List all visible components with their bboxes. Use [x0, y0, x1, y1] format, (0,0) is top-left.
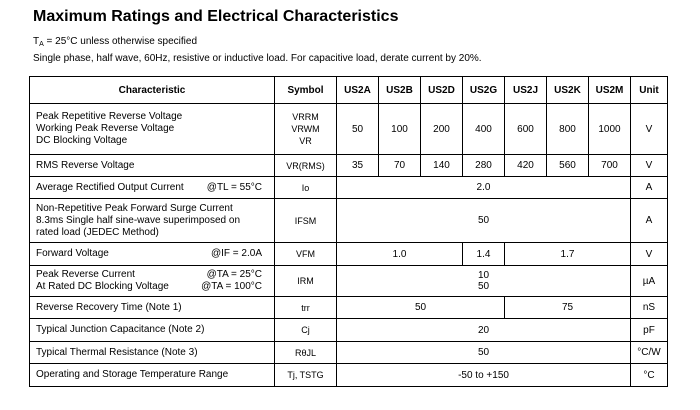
table-row	[30, 297, 668, 319]
unit-cell: V	[631, 104, 668, 155]
symbol-cell: IFSM	[275, 199, 337, 243]
characteristic-cell	[30, 177, 275, 199]
value-cell: 50	[337, 104, 379, 155]
value-cell: 50	[337, 199, 631, 243]
header-part: US2A	[337, 77, 379, 104]
characteristic-cell: Reverse Recovery Time (Note 1)	[30, 297, 275, 319]
unit-cell: µA	[631, 266, 668, 297]
unit-cell: °C	[631, 364, 668, 387]
ta-text: = 25°C unless otherwise specified	[43, 36, 198, 47]
test-condition: @TA = 100°C	[201, 281, 262, 292]
page-title: Maximum Ratings and Electrical Characteristics	[33, 8, 399, 25]
value-cell: 50	[337, 297, 505, 319]
test-condition: @TA = 25°C	[206, 269, 262, 280]
header-symbol: Symbol	[275, 77, 337, 104]
header-row	[30, 77, 668, 104]
unit-cell: nS	[631, 297, 668, 319]
table-row	[30, 177, 668, 199]
value-line: 50	[477, 281, 490, 292]
symbol-line: VRRM	[292, 112, 319, 122]
value-cell: 1.4	[463, 243, 505, 266]
table-row	[30, 155, 668, 177]
value-cell: 700	[589, 155, 631, 177]
ta-symbol: T	[33, 36, 40, 47]
characteristic-cell	[30, 104, 275, 155]
value-cell: 1.7	[505, 243, 631, 266]
characteristic-line: Peak Reverse Current	[36, 269, 135, 280]
characteristic-cell	[30, 199, 275, 243]
value-cell: 200	[421, 104, 463, 155]
value-cell: 70	[379, 155, 421, 177]
symbol-line: VRWM	[291, 124, 320, 134]
table-row	[30, 319, 668, 342]
value-cell: 140	[421, 155, 463, 177]
header-part: US2B	[379, 77, 421, 104]
symbol-cell: VR(RMS)	[275, 155, 337, 177]
unit-cell: A	[631, 199, 668, 243]
load-condition: Single phase, half wave, 60Hz, resistive or inductive load. For capacitive load, derate current by 20%.	[33, 53, 482, 64]
value-cell: 560	[547, 155, 589, 177]
characteristic-cell	[30, 266, 275, 297]
value-cell: 2.0	[337, 177, 631, 199]
characteristic-line: rated load (JEDEC Method)	[36, 226, 159, 238]
value-cell: 35	[337, 155, 379, 177]
characteristic-line: Peak Repetitive Reverse Voltage	[36, 111, 183, 122]
characteristic-cell: RMS Reverse Voltage	[30, 155, 275, 177]
characteristic-label: Forward Voltage	[36, 248, 109, 259]
header-part: US2G	[463, 77, 505, 104]
test-condition: @TL = 55°C	[206, 181, 262, 193]
symbol-cell: RθJL	[275, 342, 337, 364]
value-cell: 75	[505, 297, 631, 319]
characteristic-cell: Typical Junction Capacitance (Note 2)	[30, 319, 275, 342]
unit-cell: °C/W	[631, 342, 668, 364]
header-part: US2D	[421, 77, 463, 104]
characteristic-line: DC Blocking Voltage	[36, 135, 128, 146]
table-row	[30, 199, 668, 243]
table-row	[30, 104, 668, 155]
table-row	[30, 342, 668, 364]
symbol-cell: VFM	[275, 243, 337, 266]
value-line: 10	[477, 270, 490, 281]
unit-cell: V	[631, 243, 668, 266]
characteristic-line: 8.3ms Single half sine-wave superimposed on	[36, 214, 240, 226]
symbol-cell: Cj	[275, 319, 337, 342]
value-cell	[337, 266, 631, 297]
characteristic-cell	[30, 243, 275, 266]
symbol-line: VR	[299, 136, 312, 146]
symbol-cell: Tj, TSTG	[275, 364, 337, 387]
header-part: US2K	[547, 77, 589, 104]
value-cell: -50 to +150	[337, 364, 631, 387]
temperature-condition	[33, 36, 197, 48]
value-cell: 600	[505, 104, 547, 155]
value-cell: 800	[547, 104, 589, 155]
unit-cell: pF	[631, 319, 668, 342]
ratings-table	[29, 76, 668, 387]
ta-subscript: A	[39, 41, 44, 48]
value-cell: 420	[505, 155, 547, 177]
symbol-cell	[275, 104, 337, 155]
value-cell: 50	[337, 342, 631, 364]
symbol-cell: Io	[275, 177, 337, 199]
value-cell: 1.0	[337, 243, 463, 266]
characteristic-line: Non-Repetitive Peak Forward Surge Current	[36, 202, 233, 214]
value-cell: 400	[463, 104, 505, 155]
unit-cell: A	[631, 177, 668, 199]
header-part: US2J	[505, 77, 547, 104]
characteristic-cell: Operating and Storage Temperature Range	[30, 364, 275, 387]
value-cell: 20	[337, 319, 631, 342]
symbol-cell: IRM	[275, 266, 337, 297]
characteristic-label: Average Rectified Output Current	[36, 181, 184, 193]
value-cell: 1000	[589, 104, 631, 155]
value-cell: 100	[379, 104, 421, 155]
characteristic-cell: Typical Thermal Resistance (Note 3)	[30, 342, 275, 364]
value-cell: 280	[463, 155, 505, 177]
header-characteristic: Characteristic	[30, 77, 275, 104]
characteristic-line: At Rated DC Blocking Voltage	[36, 281, 169, 292]
symbol-cell: trr	[275, 297, 337, 319]
header-part: US2M	[589, 77, 631, 104]
table-row	[30, 243, 668, 266]
characteristic-line: Working Peak Reverse Voltage	[36, 123, 175, 134]
table-row	[30, 266, 668, 297]
table-row	[30, 364, 668, 387]
header-unit: Unit	[631, 77, 668, 104]
test-condition: @IF = 2.0A	[210, 248, 262, 259]
unit-cell: V	[631, 155, 668, 177]
